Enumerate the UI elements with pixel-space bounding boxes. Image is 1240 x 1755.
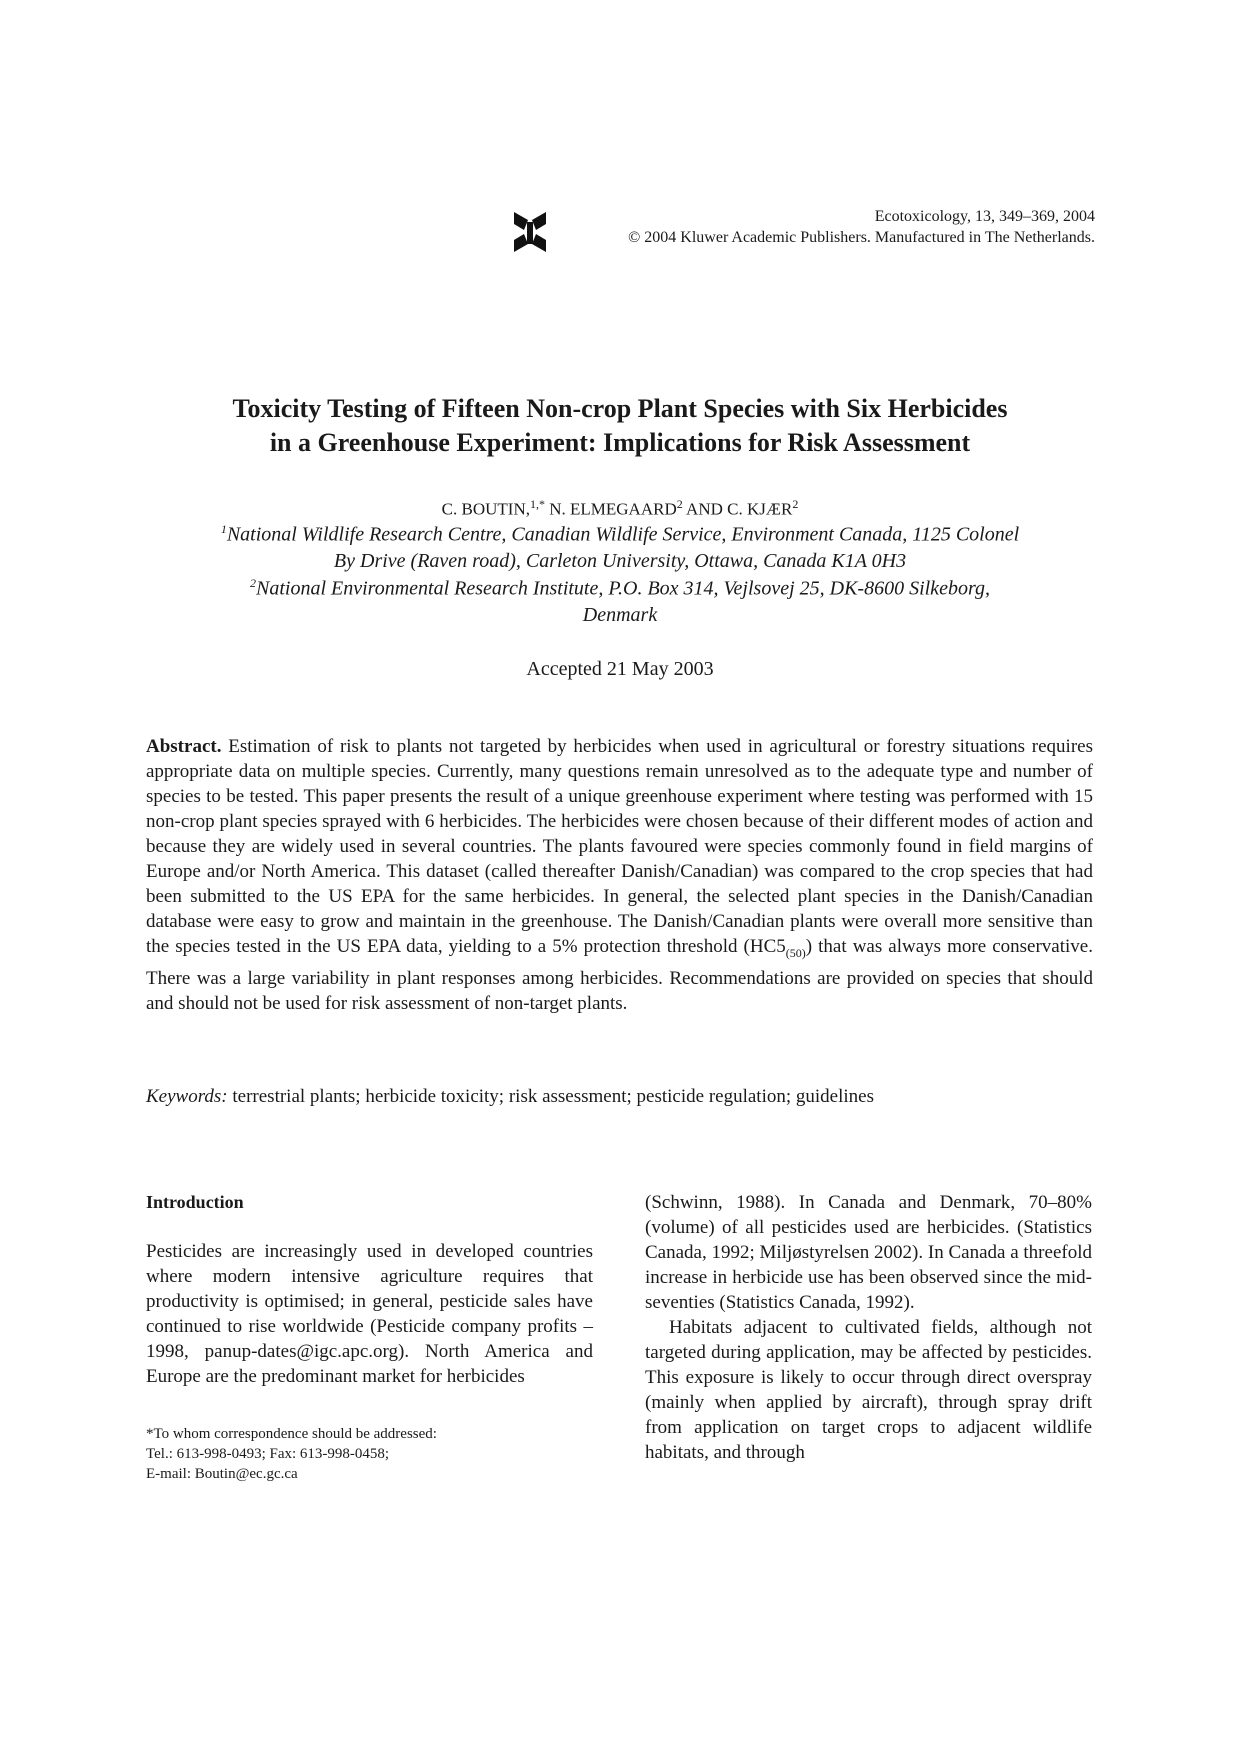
affiliation-1 bbox=[120, 516, 1120, 574]
footnote-line-1: *To whom correspondence should be addressed: bbox=[146, 1426, 437, 1442]
journal-citation: Ecotoxicology, 13, 349–369, 2004 bbox=[874, 208, 1095, 225]
affiliation-2-marker: 2 bbox=[250, 576, 257, 590]
abstract-label: Abstract. bbox=[146, 736, 222, 757]
affiliation-1-line-1: National Wildlife Research Centre, Canadian Wildlife Service, Environment Canada, 1125 Colonel bbox=[226, 523, 1020, 546]
author-1-affil: 1,* bbox=[529, 497, 545, 511]
affiliation-1-marker: 1 bbox=[220, 522, 227, 536]
paper-title bbox=[120, 392, 1120, 460]
abstract-subscript: (50) bbox=[785, 945, 806, 960]
abstract-text-b: ) that was always more conservative. There was a large variability in plant responses among herbicides. Recommendations are provided on species that should and should not be used for risk assessment of non-target plants. bbox=[146, 936, 1093, 1014]
author-3: AND C. KJÆR bbox=[682, 499, 793, 519]
affiliation-2-line-1: National Environmental Research Institute, P.O. Box 314, Vejlsovej 25, DK-8600 Silkeborg, bbox=[256, 577, 990, 600]
keywords bbox=[146, 1084, 1093, 1109]
footnote bbox=[146, 1424, 437, 1484]
footnote-line-2: Tel.: 613-998-0493; Fax: 613-998-0458; bbox=[146, 1446, 390, 1462]
author-1: C. BOUTIN, bbox=[441, 499, 530, 519]
keywords-label: Keywords: bbox=[146, 1086, 228, 1107]
intro-paragraph-3: Habitats adjacent to cultivated fields, although not targeted during application, may be affected by pesticides. This exposure is likely to occur through direct overspray (mainly when applied by aircraft), through spray drift from application on target crops to adjacent wildlife habitats, and through bbox=[645, 1317, 1092, 1463]
affiliation-1-line-2: By Drive (Raven road), Carleton University, Ottawa, Canada K1A 0H3 bbox=[333, 549, 907, 572]
journal-copyright: © 2004 Kluwer Academic Publishers. Manufactured in The Netherlands. bbox=[628, 229, 1095, 246]
publisher-logo-icon bbox=[512, 210, 548, 254]
affiliation-2-line-2: Denmark bbox=[582, 603, 658, 626]
journal-header bbox=[628, 206, 1095, 248]
intro-paragraph-1: Pesticides are increasingly used in developed countries where modern intensive agriculture requires that productivity is optimised; in general, pesticide sales have continued to rise worldwide (Pesticide company profits – 1998, panup-dates@igc.apc.org). North America and Europe are the predominant market for herbicides bbox=[146, 1241, 593, 1387]
abstract-text-a: Estimation of risk to plants not targeted by herbicides when used in agricultural or forestry situations requires appropriate data on multiple species. Currently, many questions remain unresolved as to the adequate type and number of species to be tested. This paper presents the result of a unique greenhouse experiment where testing was performed with 15 non-crop plant species sprayed with 6 herbicides. The herbicides were chosen because of their different modes of action and because they are widely used in several countries. The plants favoured were species commonly found in field margins of Europe and/or North America. This dataset (called thereafter Danish/Canadian) was compared to the crop species that had been submitted to the US EPA for the same herbicides. In general, the selected plant species in the Danish/Canadian database were easy to grow and maintain in the greenhouse. The Danish/Canadian plants were overall more sensitive than the species tested in the US EPA data, yielding to a 5% protection threshold (HC5 bbox=[146, 736, 1093, 957]
section-heading-introduction: Introduction bbox=[146, 1192, 244, 1212]
author-3-affil: 2 bbox=[792, 497, 799, 511]
affiliation-2 bbox=[120, 570, 1120, 628]
accepted-date: Accepted 21 May 2003 bbox=[526, 658, 714, 680]
author-2: N. ELMEGAARD bbox=[544, 499, 677, 519]
intro-paragraph-2: (Schwinn, 1988). In Canada and Denmark, 70–80% (volume) of all pesticides used are herbicides. (Statistics Canada, 1992; Miljøstyrelsen 2002). In Canada a threefold increase in herbicide use has been observed since the mid-seventies (Statistics Canada, 1992). bbox=[645, 1192, 1092, 1313]
title-line-1: Toxicity Testing of Fifteen Non-crop Plant Species with Six Herbicides bbox=[232, 394, 1008, 423]
title-line-2: in a Greenhouse Experiment: Implications for Risk Assessment bbox=[269, 428, 971, 457]
footnote-email: E-mail: Boutin@ec.gc.ca bbox=[146, 1466, 298, 1482]
abstract bbox=[146, 734, 1093, 1016]
author-2-affil: 2 bbox=[676, 497, 683, 511]
keywords-text: terrestrial plants; herbicide toxicity; risk assessment; pesticide regulation; guidelines bbox=[227, 1086, 874, 1107]
right-column bbox=[645, 1190, 1092, 1465]
